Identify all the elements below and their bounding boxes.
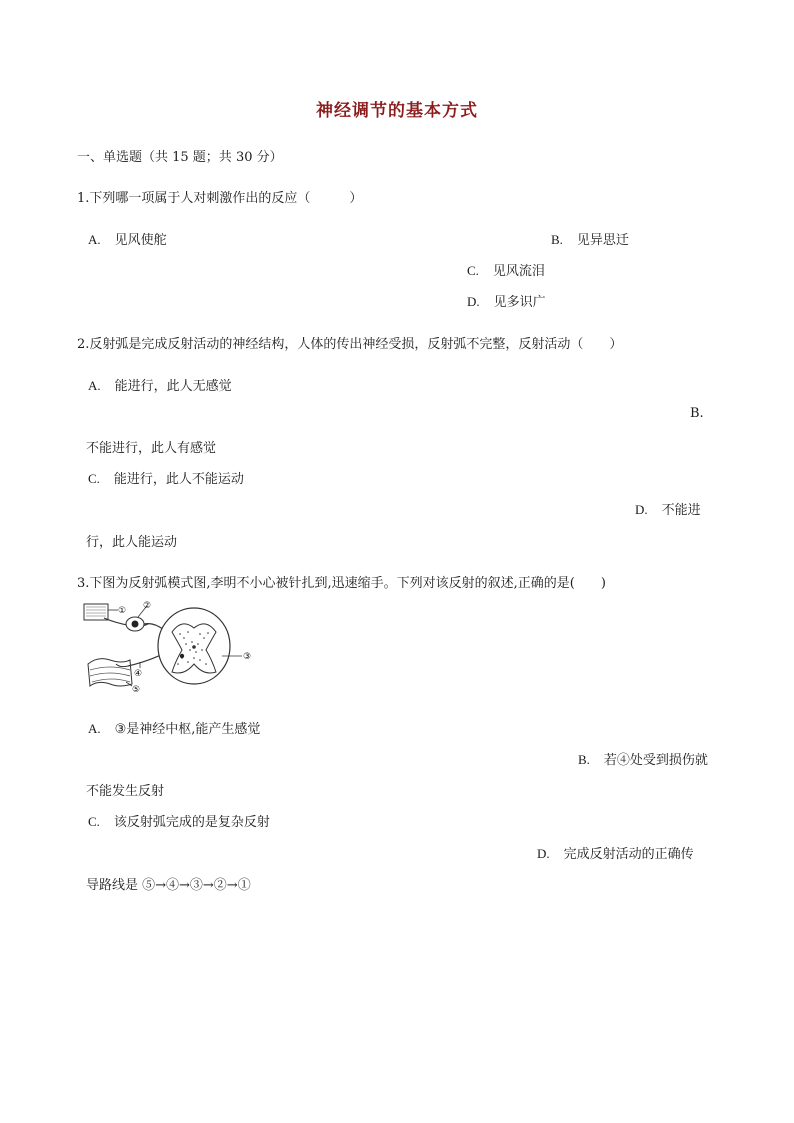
question-3-option-d-continued: 导路线是 ⑤→④→③→②→① (86, 878, 251, 893)
question-2-option-b-letter (690, 406, 704, 421)
spinal-cord-section (158, 608, 230, 684)
question-2-option-a (88, 375, 232, 394)
option-letter: A. (88, 378, 101, 393)
option-letter: B. (551, 232, 563, 247)
page-title: 神经调节的基本方式 (316, 101, 478, 121)
question-3-stem: 3.下图为反射弧模式图,李明不小心被针扎到,迅速缩手。下列对该反射的叙述,正确的是( ) (77, 576, 606, 591)
option-text: 见风使舵 (114, 233, 167, 248)
option-letter: B. (578, 752, 590, 767)
diagram-label-1: ① (118, 606, 127, 616)
question-3-option-d (537, 843, 694, 862)
question-3-option-b-continued: 不能发生反射 (86, 784, 165, 799)
option-text: 不能进 (661, 503, 701, 518)
question-2-stem: 2.反射弧是完成反射活动的神经结构，人体的传出神经受损，反射弧不完整，反射活动（ ） (77, 337, 623, 352)
option-letter: D. (537, 846, 550, 861)
option-letter: A. (88, 232, 101, 247)
effector-muscle-block (88, 659, 132, 686)
option-text: 完成反射活动的正确传 (563, 847, 694, 862)
question-3-option-a (88, 718, 260, 737)
question-1-stem: 1.下列哪一项属于人对刺激作出的反应（ ） (77, 191, 363, 206)
question-1-option-c (467, 260, 545, 279)
question-1-option-b (551, 229, 629, 248)
diagram-label-5: ⑤ (132, 685, 141, 694)
option-text: 能进行，此人无感觉 (114, 379, 232, 394)
option-letter: A. (88, 721, 101, 736)
option-letter: B. (690, 406, 704, 421)
option-text: 见异思迁 (576, 233, 629, 248)
option-letter: C. (88, 471, 100, 486)
question-2-option-b-text: 不能进行，此人有感觉 (86, 441, 217, 456)
question-1-option-d (467, 291, 546, 310)
option-letter: C. (88, 814, 100, 829)
option-text: 见多识广 (493, 295, 546, 310)
option-text: 见风流泪 (492, 264, 545, 279)
option-text: ③是神经中枢,能产生感觉 (114, 722, 261, 737)
diagram-label-3: ③ (243, 652, 252, 662)
option-letter: D. (635, 502, 648, 517)
diagram-label-2: ② (143, 601, 152, 611)
question-3-option-c (88, 811, 270, 830)
diagram-label-4: ④ (134, 669, 143, 679)
reflex-arc-diagram (82, 598, 262, 694)
question-2-option-d (635, 499, 701, 518)
question-2-option-c (88, 468, 244, 487)
option-text: 若④处受到损伤就 (603, 753, 708, 768)
option-letter: D. (467, 294, 480, 309)
question-2-option-d-continued: 行，此人能运动 (86, 535, 178, 550)
question-3-option-b (578, 749, 708, 768)
ganglion (126, 617, 144, 631)
option-letter: C. (467, 263, 479, 278)
section-heading: 一、单选题（共 15 题；共 30 分） (77, 150, 283, 165)
option-text: 该反射弧完成的是复杂反射 (113, 815, 270, 830)
question-1-option-a (88, 229, 167, 248)
option-text: 能进行，此人不能运动 (113, 472, 244, 487)
